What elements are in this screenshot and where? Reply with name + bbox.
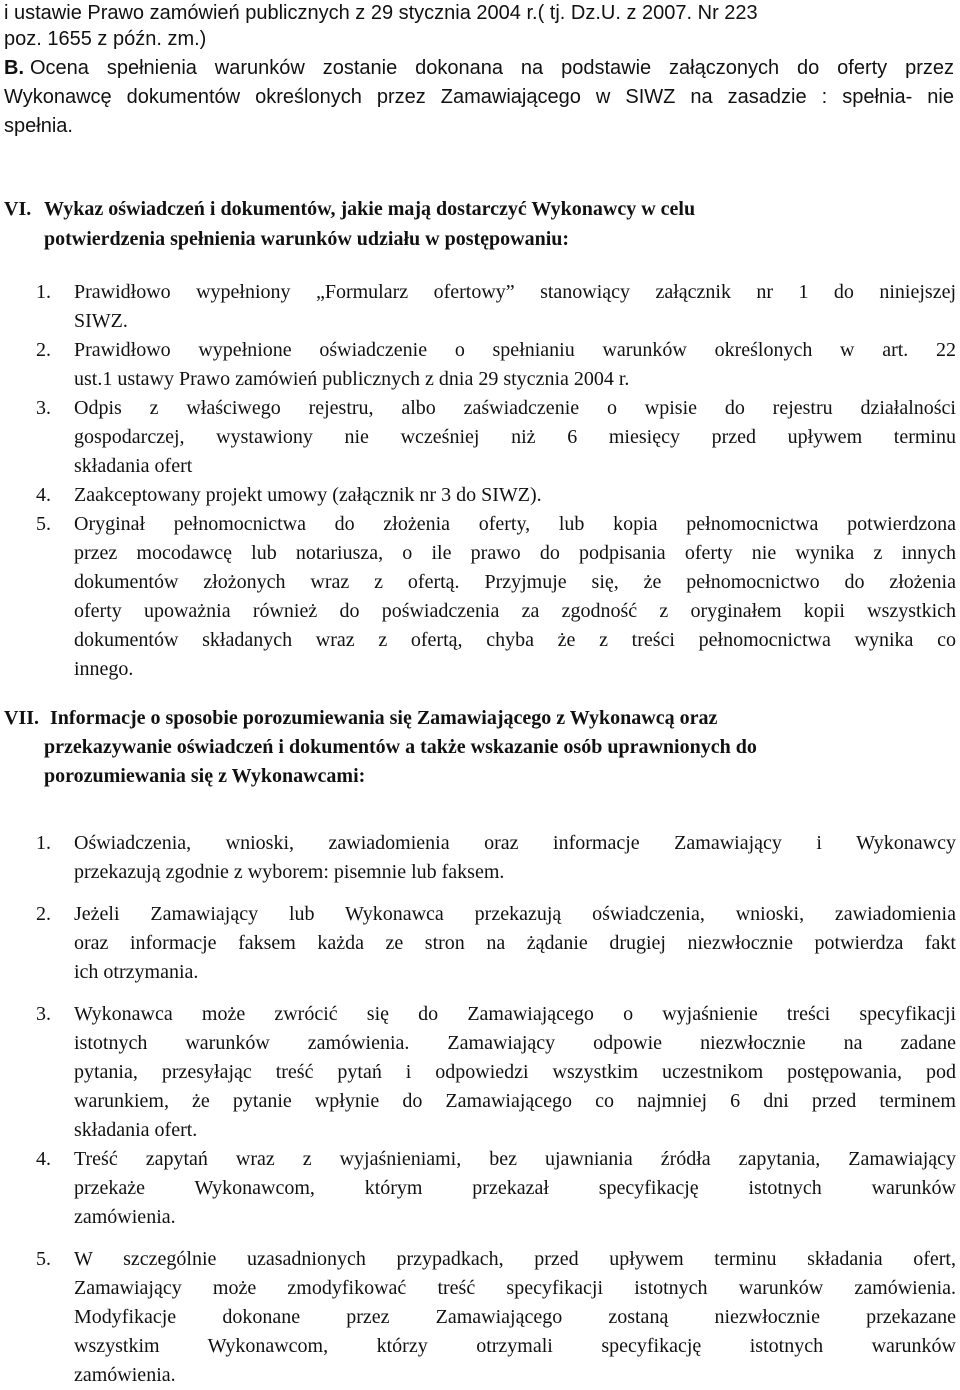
- list-item-number: 1.: [36, 832, 51, 854]
- list-item-line: składania ofert: [74, 455, 193, 477]
- list-item-line: ich otrzymania.: [74, 961, 199, 983]
- list-item-number: 1.: [36, 281, 51, 303]
- section-b-marker: B.: [4, 57, 24, 79]
- intro-line-2: poz. 1655 z późn. zm.): [4, 28, 207, 50]
- list-item-line: dokumentów złożonych wraz z ofertą. Przyjmuje się, że pełnomocnictwo do złożenia: [74, 571, 956, 593]
- list-item-line: przez mocodawcę lub notariusza, o ile prawo do podpisania oferty nie wynika z innych: [74, 542, 956, 564]
- list-item-line: W szczególnie uzasadnionych przypadkach, przed upływem terminu składania ofert,: [74, 1248, 956, 1270]
- section-b-line-3: spełnia.: [4, 115, 73, 137]
- section-7-title-line-3: porozumiewania się z Wykonawcami:: [44, 765, 366, 787]
- list-item-line: Prawidłowo wypełnione oświadczenie o spełnianiu warunków określonych w art. 22: [74, 339, 956, 361]
- list-item-line: Oryginał pełnomocnictwa do złożenia oferty, lub kopia pełnomocnictwa potwierdzona: [74, 513, 956, 535]
- list-item-line: SIWZ.: [74, 310, 128, 332]
- list-item-number: 5.: [36, 513, 51, 535]
- list-item-line: Jeżeli Zamawiający lub Wykonawca przekazują oświadczenia, wnioski, zawiadomienia: [74, 903, 956, 925]
- list-item-line: oraz informacje faksem każda ze stron na żądanie drugiej niezwłocznie potwierdza fakt: [74, 932, 956, 954]
- list-item-number: 4.: [36, 484, 51, 506]
- list-item-line: Wykonawca może zwrócić się do Zamawiającego o wyjaśnienie treści specyfikacji: [74, 1003, 956, 1025]
- list-item-line: Zaakceptowany projekt umowy (załącznik nr 3 do SIWZ).: [74, 484, 542, 506]
- section-6-marker: VI.: [4, 198, 32, 220]
- list-item-line: przekaże Wykonawcom, którym przekazał specyfikację istotnych warunków: [74, 1177, 956, 1199]
- list-item-line: Zamawiający może zmodyfikować treść specyfikacji istotnych warunków zamówienia.: [74, 1277, 956, 1299]
- list-item-line: istotnych warunków zamówienia. Zamawiający odpowie niezwłocznie na zadane: [74, 1032, 956, 1054]
- intro-line-1: i ustawie Prawo zamówień publicznych z 29 stycznia 2004 r.( tj. Dz.U. z 2007. Nr 223: [4, 2, 758, 24]
- section-7-title-line-1: Informacje o sposobie porozumiewania się Zamawiającego z Wykonawcą oraz: [50, 707, 718, 729]
- list-item-line: Modyfikacje dokonane przez Zamawiającego zostaną niezwłocznie przekazane: [74, 1306, 956, 1328]
- list-item-line: zamówienia.: [74, 1206, 176, 1228]
- section-b-line-1: Ocena spełnienia warunków zostanie dokonana na podstawie załączonych do oferty przez: [30, 57, 954, 79]
- section-7-title-line-2: przekazywanie oświadczeń i dokumentów a także wskazanie osób uprawnionych do: [44, 736, 757, 758]
- list-item-number: 2.: [36, 903, 51, 925]
- list-item-line: przekazują zgodnie z wyborem: pisemnie lub faksem.: [74, 861, 505, 883]
- list-item-line: zamówienia.: [74, 1364, 176, 1386]
- section-b-line-2: Wykonawcę dokumentów określonych przez Zamawiającego w SIWZ na zasadzie : spełnia- nie: [4, 86, 954, 108]
- list-item-line: Treść zapytań wraz z wyjaśnieniami, bez ujawniania źródła zapytania, Zamawiający: [74, 1148, 956, 1170]
- list-item-number: 3.: [36, 1003, 51, 1025]
- list-item-line: składania ofert.: [74, 1119, 198, 1141]
- list-item-line: Odpis z właściwego rejestru, albo zaświadczenie o wpisie do rejestru działalności: [74, 397, 956, 419]
- list-item-line: dokumentów składanych wraz z ofertą, chyba że z treści pełnomocnictwa wynika co: [74, 629, 956, 651]
- list-item-line: oferty upoważnia również do poświadczenia za zgodność z oryginałem kopii wszystkich: [74, 600, 956, 622]
- list-item-line: Prawidłowo wypełniony „Formularz ofertowy” stanowiący załącznik nr 1 do niniejszej: [74, 281, 956, 303]
- list-item-line: pytania, przesyłając treść pytań i odpowiedzi wszystkim uczestnikom postępowania, pod: [74, 1061, 956, 1083]
- list-item-line: gospodarczej, wystawiony nie wcześniej niż 6 miesięcy przed upływem terminu: [74, 426, 956, 448]
- list-item-line: Oświadczenia, wnioski, zawiadomienia oraz informacje Zamawiający i Wykonawcy: [74, 832, 956, 854]
- list-item-line: warunkiem, że pytanie wpłynie do Zamawiającego co najmniej 6 dni przed terminem: [74, 1090, 956, 1112]
- list-item-line: ust.1 ustawy Prawo zamówień publicznych z dnia 29 stycznia 2004 r.: [74, 368, 630, 390]
- section-6-title-line-1: Wykaz oświadczeń i dokumentów, jakie mają dostarczyć Wykonawcy w celu: [44, 198, 696, 220]
- section-6-title-line-2: potwierdzenia spełnienia warunków udziału w postępowaniu:: [44, 228, 570, 250]
- list-item-line: wszystkim Wykonawcom, którzy otrzymali specyfikację istotnych warunków: [74, 1335, 956, 1357]
- list-item-line: innego.: [74, 658, 134, 680]
- list-item-number: 2.: [36, 339, 51, 361]
- section-7-marker: VII.: [4, 707, 40, 729]
- list-item-number: 5.: [36, 1248, 51, 1270]
- list-item-number: 3.: [36, 397, 51, 419]
- list-item-number: 4.: [36, 1148, 51, 1170]
